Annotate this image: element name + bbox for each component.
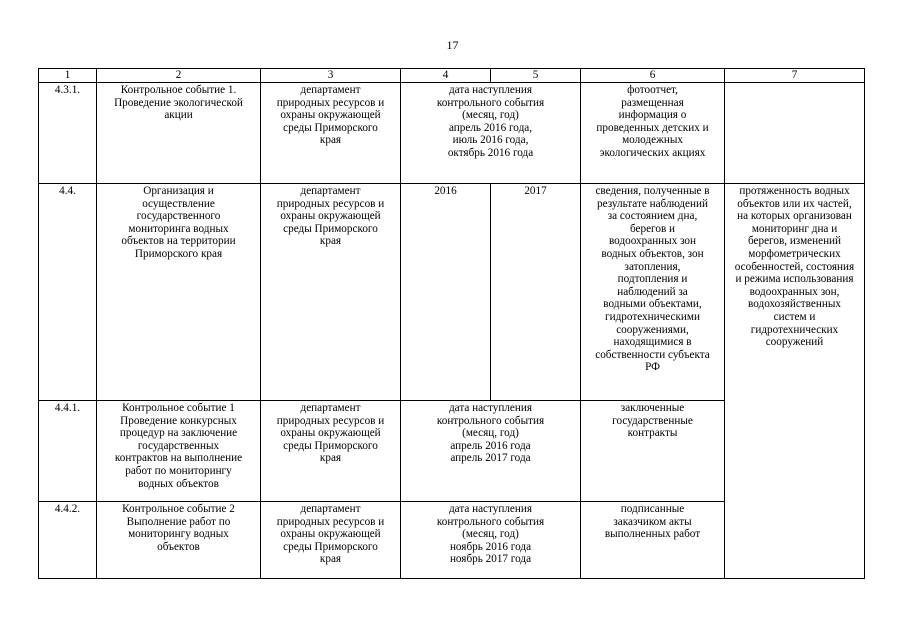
plan-table bbox=[38, 68, 865, 579]
end-year: 2017 bbox=[491, 184, 581, 401]
result: подписанные заказчиком акты выполненных работ bbox=[581, 502, 725, 579]
row-number: 4.4. bbox=[39, 184, 97, 401]
header-col-4: 4 bbox=[401, 69, 491, 83]
header-col-2: 2 bbox=[97, 69, 261, 83]
header-col-6: 6 bbox=[581, 69, 725, 83]
event-name: Контрольное событие 1 Проведение конкурсных процедур на заключение государственных контрактов на выполнение работ по мониторингу водных объектов bbox=[97, 401, 261, 502]
indicator bbox=[725, 83, 865, 184]
page-number: 17 bbox=[446, 38, 459, 52]
header-col-7: 7 bbox=[725, 69, 865, 83]
row-number: 4.3.1. bbox=[39, 83, 97, 184]
event-dates: дата наступления контрольного события (месяц, год) ноябрь 2016 года ноябрь 2017 года bbox=[401, 502, 581, 579]
row-number: 4.4.2. bbox=[39, 502, 97, 579]
result: фотоотчет, размещенная информация о проведенных детских и молодежных экологических акциях bbox=[581, 83, 725, 184]
executor: департамент природных ресурсов и охраны окружающей среды Приморского края bbox=[261, 184, 401, 401]
header-col-3: 3 bbox=[261, 69, 401, 83]
table-row bbox=[39, 83, 865, 184]
row-number: 4.4.1. bbox=[39, 401, 97, 502]
start-year: 2016 bbox=[401, 184, 491, 401]
event-dates: дата наступления контрольного события (месяц, год) апрель 2016 года, июль 2016 года, октябрь 2016 года bbox=[401, 83, 581, 184]
executor: департамент природных ресурсов и охраны окружающей среды Приморского края bbox=[261, 83, 401, 184]
result: заключенные государственные контракты bbox=[581, 401, 725, 502]
event-name: Контрольное событие 2 Выполнение работ по мониторингу водных объектов bbox=[97, 502, 261, 579]
event-name: Организация и осуществление государственного мониторинга водных объектов на территории Приморского края bbox=[97, 184, 261, 401]
event-name: Контрольное событие 1. Проведение экологической акции bbox=[97, 83, 261, 184]
executor: департамент природных ресурсов и охраны окружающей среды Приморского края bbox=[261, 502, 401, 579]
header-row bbox=[39, 69, 865, 83]
header-col-1: 1 bbox=[39, 69, 97, 83]
indicator: протяженность водных объектов или их частей, на которых организован мониторинг дна и берегов, изменений морфометрических особенностей, состояния и режима использования водоохранных зон, водохозяйственных систем и гидротехнических сооружений bbox=[725, 184, 865, 579]
event-dates: дата наступления контрольного события (месяц, год) апрель 2016 года апрель 2017 года bbox=[401, 401, 581, 502]
header-col-5: 5 bbox=[491, 69, 581, 83]
executor: департамент природных ресурсов и охраны окружающей среды Приморского края bbox=[261, 401, 401, 502]
table-row bbox=[39, 184, 865, 401]
result: сведения, полученные в результате наблюдений за состоянием дна, берегов и водоохранных зон водных объектов, зон затопления, подтопления и наблюдений за водными объектами, гидротехническими сооружениями, находящимися в собственности субъекта РФ bbox=[581, 184, 725, 401]
